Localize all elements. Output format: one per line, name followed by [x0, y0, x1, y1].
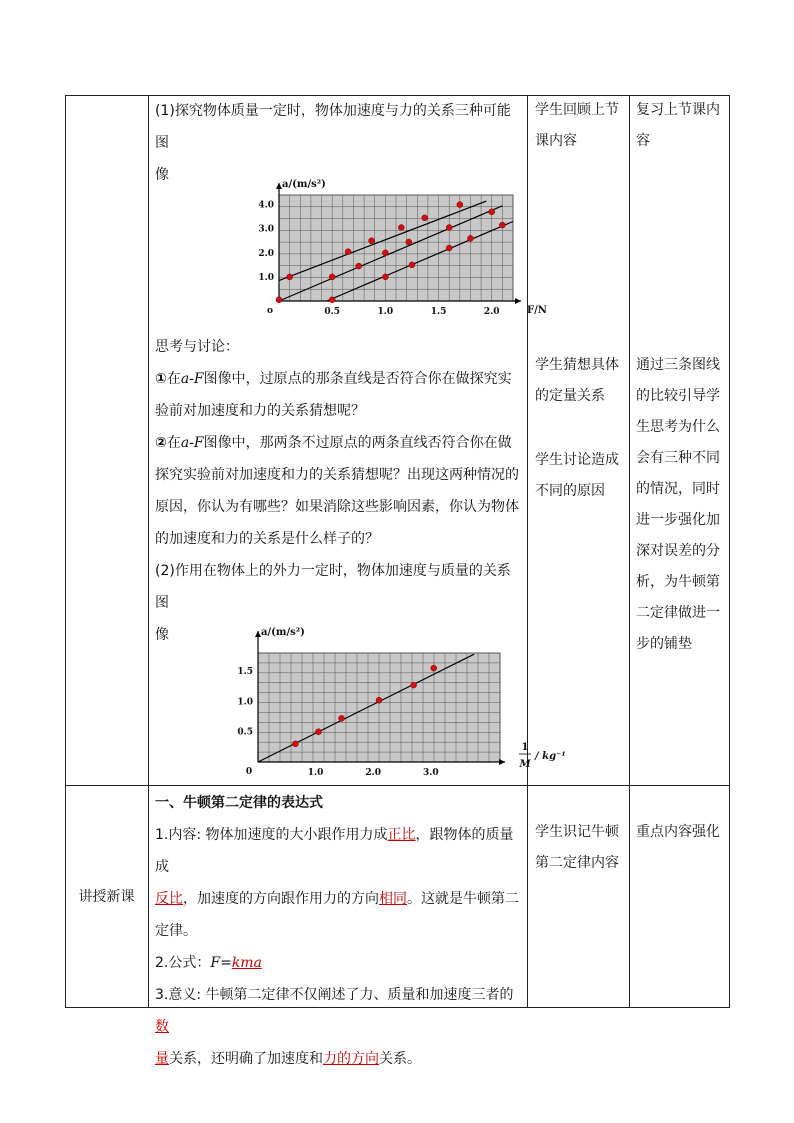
question-1-line-1: (1)探究物体质量一定时，物体加速度与力的关系三种可能图 — [155, 103, 511, 151]
data-point — [446, 225, 452, 231]
student-c-line-1: 学生讨论造成 — [535, 452, 619, 468]
data-point — [467, 235, 473, 241]
discussion-2-line-2: 探究实验前对加速度和力的关系猜想呢？出现这两种情况的 — [155, 467, 519, 483]
design-b-line-8: 析，为牛顿第 — [636, 574, 720, 590]
data-point — [457, 202, 463, 208]
table-row-divider — [65, 785, 730, 786]
answer-same-direction: 相同 — [379, 891, 407, 907]
design-b-line-10: 步的铺垫 — [636, 636, 692, 652]
data-point — [339, 715, 345, 721]
row1-design-intent — [636, 350, 728, 660]
law-formula-line — [155, 947, 523, 979]
data-point — [382, 250, 388, 256]
x-tick-label: 0.5 — [324, 307, 341, 317]
question-2-line-1: (2)作用在物体上的外力一定时，物体加速度与质量的关系图 — [155, 563, 511, 611]
row2-student-cell — [535, 817, 627, 879]
y-tick-label: 3.0 — [258, 224, 274, 235]
y-axis-label: a/(m/s²) — [282, 179, 326, 190]
discussion-1-prefix: 在 — [166, 371, 181, 387]
discussion-1-mark: ① — [155, 371, 167, 387]
law-content-line-3: 定律。 — [155, 923, 197, 939]
formula-equals: = — [220, 955, 232, 971]
question-2-line-2: 像 — [155, 627, 169, 643]
student-c-line-2: 不同的原因 — [535, 483, 605, 499]
x-tick-label: 2.0 — [365, 768, 382, 778]
law-content-text-2: ，跟物体的质量成 — [155, 827, 514, 875]
design-b-line-4: 会有三种不同 — [636, 450, 720, 466]
discussion-2-mark: ② — [155, 435, 167, 451]
discussion-2-prefix: 在 — [166, 435, 181, 451]
answer-quantity-1: 数 — [155, 1019, 169, 1035]
row1-student-guess — [535, 350, 627, 412]
chart-a-vs-inverse-mass — [173, 623, 566, 783]
table-border-left — [65, 95, 66, 1008]
data-point — [446, 245, 452, 251]
discussion-2-line-4: 的加速度和力的关系是什么样子的？ — [155, 531, 379, 547]
student-a-line-2: 课内容 — [535, 133, 577, 149]
row2-design-line-1: 重点内容强化 — [636, 824, 720, 840]
discussion-title: 思考与讨论： — [155, 339, 239, 355]
discussion-1-line-1 — [155, 363, 523, 395]
y-axis-label: a/(m/s²) — [261, 627, 305, 638]
data-point — [287, 274, 293, 280]
table-col-divider-1 — [148, 95, 149, 1008]
data-point — [406, 239, 412, 245]
data-point — [329, 274, 335, 280]
y-tick-label: 1.0 — [237, 697, 253, 708]
table-border-right — [729, 95, 730, 1008]
x-axis-label-unit: / kg⁻¹ — [535, 751, 566, 762]
x-tick-label: 1.0 — [377, 307, 394, 317]
data-point — [316, 729, 322, 735]
answer-force-direction: 力的方向 — [323, 1051, 379, 1067]
data-point — [356, 263, 362, 269]
law-content-text-4: 。这就是牛顿第二 — [407, 891, 519, 907]
discussion-2-line-3: 原因，你认为有哪些？如果消除这些影响因素，你认为物体 — [155, 499, 519, 515]
formula-rhs: kma — [231, 955, 262, 971]
x-tick-label: 1.5 — [430, 307, 447, 317]
y-tick-label: 2.0 — [258, 248, 274, 259]
x-axis-arrow — [499, 759, 505, 765]
x-tick-label: 3.0 — [423, 768, 439, 778]
data-point — [329, 297, 335, 303]
design-b-line-9: 二定律做进一 — [636, 605, 720, 621]
design-b-line-5: 的情况，同时 — [636, 481, 720, 497]
x-tick-label: 2.0 — [483, 307, 500, 317]
data-point — [489, 209, 495, 215]
question-1-line-2: 像 — [155, 167, 169, 183]
lesson-table — [65, 95, 730, 1067]
data-point — [422, 215, 428, 221]
data-point — [398, 225, 404, 231]
data-point — [431, 665, 437, 671]
data-point — [382, 274, 388, 280]
answer-inverse: 反比 — [155, 891, 183, 907]
x-axis-arrow — [515, 298, 521, 304]
answer-proportional: 正比 — [387, 827, 416, 843]
data-point — [409, 262, 415, 268]
discussion-2-symbol: a-F — [180, 435, 204, 451]
y-tick-label: 0.5 — [237, 727, 253, 738]
design-b-line-2: 的比较引导学 — [636, 388, 720, 404]
y-tick-label: 1.0 — [258, 272, 274, 283]
data-point — [345, 249, 351, 255]
stage-label: 讲授新课 — [78, 889, 135, 905]
chart-a-vs-inverse-mass-svg — [173, 623, 566, 783]
student-a-line-1: 学生回顾上节 — [535, 102, 619, 118]
y-tick-label: 4.0 — [258, 200, 274, 211]
answer-quantity-2: 量 — [155, 1051, 169, 1067]
row1-design-cell — [636, 95, 728, 157]
chart-a-vs-force — [205, 173, 547, 323]
design-b-line-7: 深对误差的分 — [636, 543, 720, 559]
formula-label: 2.公式： — [155, 955, 211, 971]
design-b-line-3: 生思考为什么 — [636, 419, 720, 435]
x-tick-label: 1.0 — [307, 768, 324, 778]
meaning-text-3: 关系。 — [379, 1051, 421, 1067]
y-tick-label: 1.5 — [237, 667, 253, 678]
law-content-text-3: ，加速度的方向跟作用力的方向 — [183, 891, 379, 907]
row1-discussion-cell — [155, 331, 523, 651]
row1-student-discuss — [535, 445, 627, 507]
design-b-line-1: 通过三条图线 — [636, 357, 720, 373]
law-meaning-line-2 — [155, 1043, 523, 1075]
data-point — [276, 297, 282, 303]
law-heading: 一、牛顿第二定律的表达式 — [155, 795, 323, 811]
law-content-text-1: 1.内容: 物体加速度的大小跟作用力成 — [155, 827, 388, 843]
student-b-line-1: 学生猜想具体 — [535, 357, 619, 373]
meaning-text-2: 关系，还明确了加速度和 — [169, 1051, 323, 1067]
row2-stage-cell — [65, 881, 148, 913]
data-point — [411, 682, 417, 688]
discussion-1-symbol: a-F — [180, 371, 204, 387]
x-axis-label-denominator: M — [519, 759, 531, 770]
meaning-text-1: 3.意义: 牛顿第二定律不仅阐述了力、质量和加速度三者的 — [155, 987, 514, 1003]
chart-a-vs-force-svg — [205, 173, 547, 323]
design-a-line-2: 容 — [636, 133, 650, 149]
table-col-divider-2 — [527, 95, 528, 1008]
row1-student-cell — [535, 95, 627, 157]
student-b-line-2: 的定量关系 — [535, 388, 605, 404]
row2-design-cell — [636, 817, 728, 848]
row2-student-line-2: 第二定律内容 — [535, 855, 619, 871]
origin-label: o — [266, 306, 274, 316]
design-a-line-1: 复习上节课内 — [636, 102, 720, 118]
table-col-divider-3 — [629, 95, 630, 1008]
data-point — [369, 238, 375, 244]
discussion-1-text: 图像中，过原点的那条直线是否符合你在做探究实 — [203, 371, 512, 387]
discussion-1-line-2: 验前对加速度和力的关系猜想呢？ — [155, 403, 365, 419]
origin-label: 0 — [245, 767, 253, 777]
data-point — [292, 741, 298, 747]
law-content-line-2 — [155, 883, 523, 915]
x-axis-label: F/N — [527, 305, 547, 316]
row2-student-line-1: 学生识记牛顿 — [535, 824, 619, 840]
data-point — [499, 222, 505, 228]
row2-content-cell — [155, 787, 523, 1075]
design-b-line-6: 进一步强化加 — [636, 512, 720, 528]
data-point — [376, 697, 382, 703]
discussion-2-line-1 — [155, 427, 523, 459]
law-content-line-1 — [155, 819, 523, 883]
x-axis-label-numerator: 1 — [521, 742, 529, 753]
formula-lhs: F — [210, 955, 221, 971]
law-meaning-line-1 — [155, 979, 523, 1043]
discussion-2-text: 图像中，那两条不过原点的两条直线否符合你在做 — [203, 435, 512, 451]
